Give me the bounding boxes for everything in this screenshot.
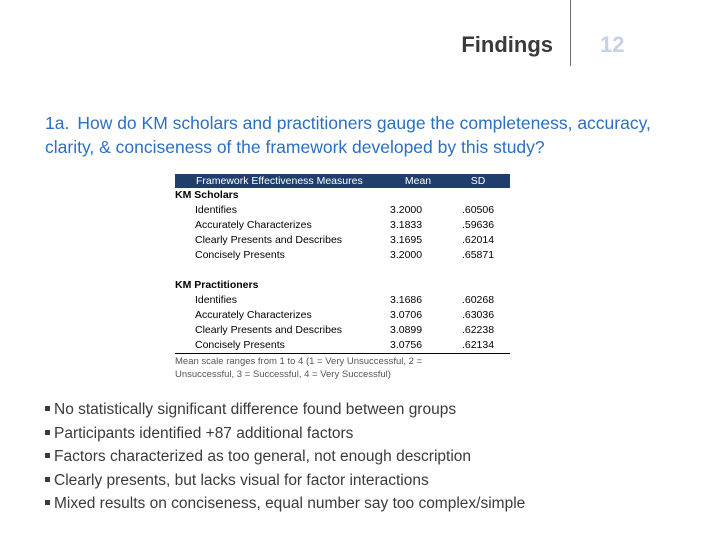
header-sd: SD (470, 175, 486, 187)
table-row (175, 323, 510, 338)
measure-cell: Clearly Presents and Describes (195, 324, 343, 336)
table-row (175, 338, 510, 354)
mean-cell: 3.1695 (390, 234, 423, 246)
list-item (45, 422, 525, 446)
measure-cell: Concisely Presents (195, 339, 285, 351)
sd-cell: .62238 (461, 324, 495, 336)
bullet-icon (45, 430, 50, 435)
table-row (175, 308, 510, 323)
bullet-text: No statistically significant difference found between groups (54, 401, 457, 418)
group-label-practitioners (175, 278, 510, 293)
group-label: KM Scholars (175, 189, 239, 201)
header-mean: Mean (404, 175, 432, 187)
bullet-icon (45, 453, 50, 458)
question-text: How do KM scholars and practitioners gauge the completeness, accuracy, clarity, & conciseness of the framework developed by this study? (45, 113, 651, 157)
bullet-text: Mixed results on conciseness, equal number say too complex/simple (54, 495, 526, 512)
group-label: KM Practitioners (175, 279, 259, 291)
bullet-icon (45, 477, 50, 482)
list-item (45, 445, 525, 469)
measure-cell: Identifies (195, 204, 238, 216)
measure-cell: Identifies (195, 294, 238, 306)
table-note: Mean scale ranges from 1 to 4 (1 = Very Unsuccessful, 2 = Unsuccessful, 3 = Successful, 4 = Very Successful) (175, 356, 423, 380)
mean-cell: 3.2000 (390, 249, 423, 261)
list-item (45, 469, 525, 493)
question (45, 111, 705, 159)
bullet-icon (45, 406, 50, 411)
bullet-text: Participants identified +87 additional factors (54, 424, 354, 442)
measure-cell: Clearly Presents and Describes (195, 234, 343, 246)
measure-cell: Accurately Characterizes (195, 219, 312, 231)
table-row (175, 248, 510, 263)
table-header (175, 174, 510, 188)
sd-cell: .60268 (461, 294, 495, 306)
question-number: 1a. (45, 113, 70, 133)
sd-cell: .60506 (461, 204, 495, 216)
mean-cell: 3.0756 (390, 339, 423, 351)
mean-cell: 3.0899 (390, 324, 423, 336)
mean-cell: 3.2000 (390, 204, 423, 216)
slide-title: Findings (461, 32, 553, 57)
table-row (175, 233, 510, 248)
bullet-text: Factors characterized as too general, not enough description (54, 448, 472, 465)
sd-cell: .59636 (461, 219, 495, 231)
mean-cell: 3.1833 (390, 219, 423, 231)
measure-cell: Accurately Characterizes (195, 309, 312, 321)
sd-cell: .62014 (461, 234, 495, 246)
findings-list (45, 398, 525, 516)
header-measure: Framework Effectiveness Measures (196, 175, 363, 187)
list-item (45, 492, 525, 516)
group-label-scholars (175, 188, 510, 203)
bullet-text: Clearly presents, but lacks visual for factor interactions (54, 471, 429, 489)
bullet-icon (45, 500, 50, 505)
mean-cell: 3.0706 (390, 309, 423, 321)
sd-cell: .65871 (461, 249, 495, 261)
list-item (45, 398, 525, 422)
table-row (175, 218, 510, 233)
sd-cell: .63036 (461, 309, 495, 321)
effectiveness-table (175, 174, 510, 381)
table-row (175, 293, 510, 308)
measure-cell: Concisely Presents (195, 249, 285, 261)
mean-cell: 3.1686 (390, 294, 423, 306)
row-spacer (175, 263, 510, 278)
title-divider (570, 0, 571, 66)
page-number: 12 (600, 32, 625, 57)
table-row (175, 203, 510, 218)
sd-cell: .62134 (461, 339, 495, 351)
